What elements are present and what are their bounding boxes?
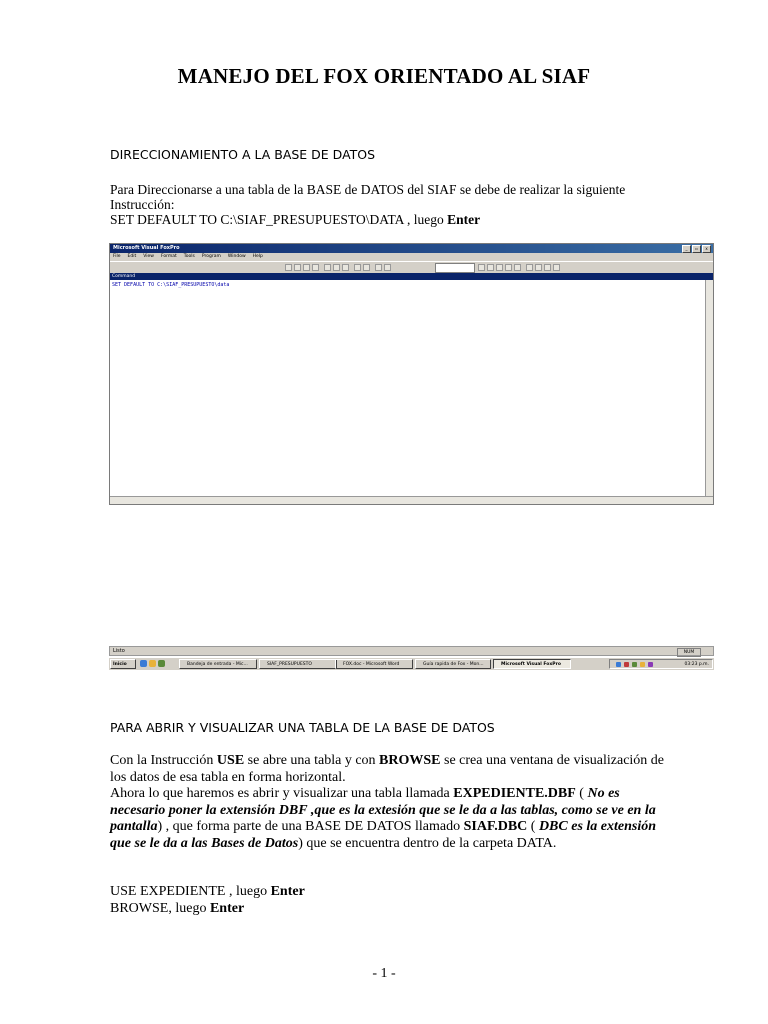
help-icon [553, 264, 560, 271]
window-title: Microsoft Visual FoxPro [113, 245, 180, 251]
system-tray [609, 659, 713, 669]
intro-line-2: Instrucción: [110, 197, 175, 212]
horizontal-scrollbar [110, 496, 713, 504]
tray-messenger-icon [640, 662, 645, 667]
note-dbf-extension: No es necesario poner la extensión DBF ,que es la extesión que se le da a las tablas, como se ve en la pantalla [110, 786, 656, 834]
document-title: MANEJO DEL FOX ORIENTADO AL SIAF [177, 64, 591, 88]
p2-text-d: ( [527, 819, 539, 834]
vertical-scrollbar [705, 280, 713, 498]
modify-icon [384, 264, 391, 271]
open-icon [294, 264, 301, 271]
p1-text-b: se abre una tabla y con [244, 753, 380, 768]
task-list-icon [544, 264, 551, 271]
tray-app-icon [648, 662, 653, 667]
copy-icon [333, 264, 340, 271]
command-browse [110, 901, 670, 918]
class-browser-icon [514, 264, 521, 271]
cmd2-key: Enter [209, 901, 245, 916]
ie-icon [140, 660, 147, 667]
cut-icon [324, 264, 331, 271]
tray-network-icon [616, 662, 621, 667]
tray-antivirus-icon [624, 662, 629, 667]
section2-body [110, 753, 670, 852]
command-text: SET DEFAULT TO C:\SIAF_PRESUPUESTO\DATA , luego [110, 212, 448, 227]
redo-icon [363, 264, 370, 271]
toolbox-icon [535, 264, 542, 271]
command-key: Enter [447, 212, 481, 227]
keyword-use: USE [216, 753, 245, 768]
menu-format: Format [160, 254, 177, 259]
command-use [110, 884, 670, 901]
menu-edit: Edit [127, 254, 137, 259]
window-controls [682, 245, 711, 253]
project-icon [505, 264, 512, 271]
intro-line-1: Para Direccionarse a una tabla de la BASE de DATOS del SIAF se debe de realizar la siguiente [110, 182, 626, 197]
maximize-icon: ▫ [692, 245, 701, 253]
cmd1-key: Enter [270, 884, 305, 899]
toolbar-dropdown [435, 263, 475, 273]
task-fox-doc: FOX.doc - Microsoft Word [335, 659, 413, 669]
section-heading-abrir-visualizar: PARA ABRIR Y VISUALIZAR UNA TABLA DE LA BASE DE DATOS [110, 720, 495, 735]
taskbar-clock: 03:23 p.m. [684, 662, 709, 667]
command-instruction [110, 212, 480, 227]
task-guia-rapida: Guía rapida de Fox - Mon... [415, 659, 491, 669]
minimize-icon: _ [682, 245, 691, 253]
task-visual-foxpro: Microsoft Visual FoxPro [493, 659, 571, 669]
print-icon [312, 264, 319, 271]
task-bandeja: Bandeja de entrada - Mic... [179, 659, 257, 669]
cmd1-text: USE EXPEDIENTE , luego [110, 884, 271, 899]
section-heading-direccionamiento: DIRECCIONAMIENTO A LA BASE DE DATOS [110, 147, 376, 162]
p2-text-b: ( [575, 786, 588, 801]
status-text: Listo [113, 648, 125, 654]
menu-file: File [113, 254, 121, 259]
windows-taskbar-screenshot [109, 657, 714, 670]
menu-tools: Tools [183, 254, 195, 259]
task-siaf-presupuesto: SIAF_PRESUPUESTO [259, 659, 337, 669]
p2-text-e: ) que se encuentra dentro de la carpeta DATA. [298, 835, 557, 851]
command-window-area [110, 280, 706, 498]
close-icon: x [702, 245, 711, 253]
p1-text-c: se crea una ventana de visualización de los datos de esa tabla en forma horizontal. [110, 753, 665, 785]
page-number: - 1 - [372, 966, 396, 981]
command-line-text: SET DEFAULT TO C:\SIAF_PRESUPUESTO\data [112, 282, 230, 288]
menu-program: Program [201, 254, 221, 259]
component-gallery-icon [526, 264, 533, 271]
menu-help: Help [252, 254, 263, 259]
p2-text-c: ) , que forma parte de una BASE DE DATOS llamado [157, 819, 464, 834]
num-lock-indicator: NUM [677, 648, 701, 657]
command-window-title: Command [110, 273, 713, 280]
foxpro-window-screenshot [109, 243, 714, 505]
desktop-icon [158, 660, 165, 667]
save-icon [303, 264, 310, 271]
start-button: Inicio [110, 659, 136, 669]
outlook-icon [149, 660, 156, 667]
command-window-icon [478, 264, 485, 271]
undo-icon [354, 264, 361, 271]
run-icon [375, 264, 382, 271]
table-name: EXPEDIENTE.DBF [453, 786, 576, 801]
database-name: SIAF.DBC [463, 819, 528, 834]
data-session-icon [487, 264, 494, 271]
properties-icon [496, 264, 503, 271]
p2-text-a: Ahora lo que haremos es abrir y visualizar una tabla llamada [110, 786, 454, 801]
tray-volume-icon [632, 662, 637, 667]
menu-window: Window [227, 254, 246, 259]
paste-icon [342, 264, 349, 271]
new-icon [285, 264, 292, 271]
menu-view: View [143, 254, 154, 259]
p1-text-a: Con la Instrucción [110, 753, 217, 768]
cmd2-text: BROWSE, luego [110, 901, 210, 916]
note-dbc-extension: DBC es la extensión que se le da a las Bases de Datos [110, 819, 657, 851]
menu-bar [110, 253, 716, 261]
window-titlebar [110, 244, 713, 253]
status-bar-screenshot [109, 646, 714, 656]
keyword-browse: BROWSE [379, 753, 441, 768]
